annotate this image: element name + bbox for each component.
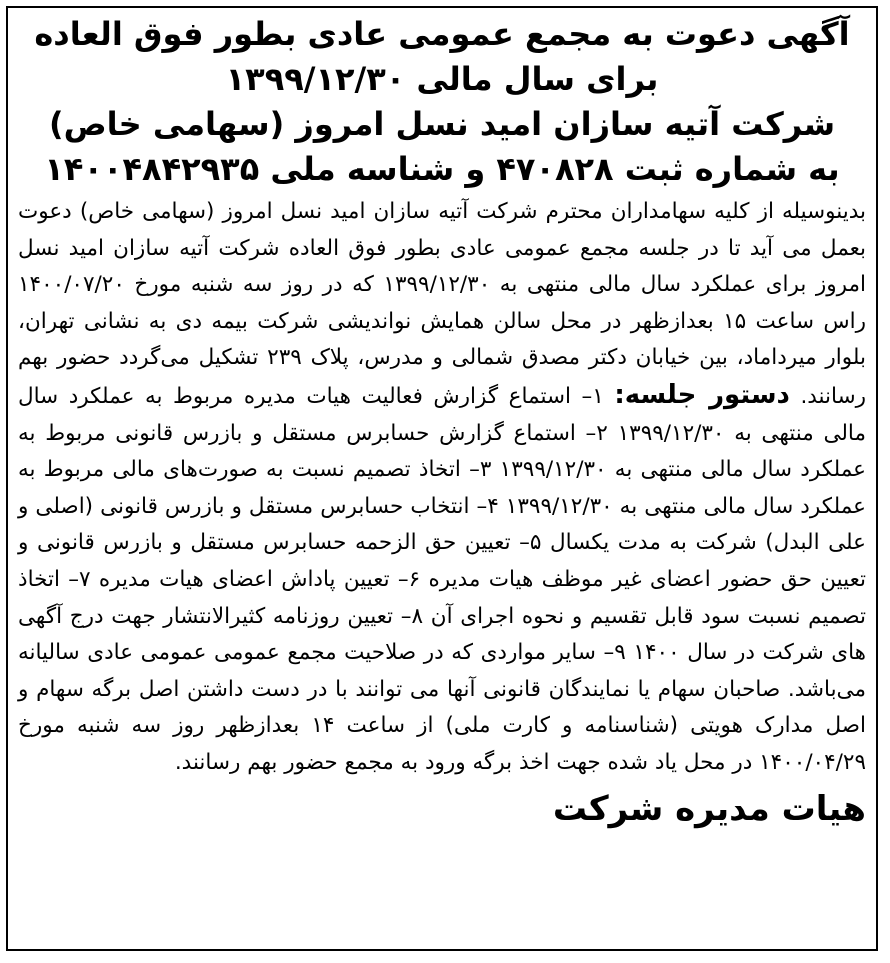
notice-body	[18, 194, 866, 782]
agenda-text: ۱– استماع گزارش فعالیت هیات مدیره مربوط به عملکرد سال مالی منتهی به ۱۳۹۹/۱۲/۳۰ ۲– استماع گزارش حسابرس مستقل و بازرس قانونی مربوط به عملکرد سال مالی منتهی به ۱۳۹۹/۱۲/۳۰ ۳– اتخاذ تصمیم نسبت به صورت‌های مالی مربوط به عملکرد سال مالی منتهی به ۱۳۹۹/۱۲/۳۰ ۴– انتخاب حسابرس مستقل و بازرس قانونی (اصلی و علی البدل) شرکت به مدت یکسال ۵– تعیین حق الزحمه حسابرس مستقل و بازرس قانونی و تعیین حق حضور اعضای غیر موظف هیات مدیره ۶– تعیین پاداش اعضای هیات مدیره ۷– اتخاذ تصمیم نسبت سود قابل تقسیم و نحوه اجرای آن ۸– تعیین روزنامه کثیرالانتشار جهت درج آگهی های شرکت در سال ۱۴۰۰ ۹– سایر مواردی که در صلاحیت مجمع عمومی عمومی عادی سالیانه می‌باشد. صاحبان سهام یا نمایندگان قانونی آنها می توانند با در دست داشتن اصل برگه سهام و اصل مدارک هویتی (شناسنامه و کارت ملی) از ساعت ۱۴ بعدازظهر روز سه شنبه مورخ ۱۴۰۰/۰۴/۲۹ در محل یاد شده جهت اخذ برگه ورود به مجمع حضور بهم رسانند.	[18, 383, 867, 775]
notice-frame	[6, 6, 878, 951]
intro-paragraph: بدینوسیله از کلیه سهامداران محترم شرکت آتیه سازان امید نسل امروز (سهامی خاص) دعوت بعمل می آید تا در جلسه مجمع عمومی عادی بطور فوق العاده شرکت آتیه سازان امید نسل امروز برای عملکرد سال مالی منتهی به ۱۳۹۹/۱۲/۳۰ که در روز سه شنبه مورخ ۱۴۰۰/۰۷/۲۰ راس ساعت ۱۵ بعدازظهر در محل سالن همایش نواندیشی شرکت بیمه دی به نشانی تهران، بلوار میرداماد، بین خیابان دکتر مصدق شمالی و مدرس، پلاک ۲۳۹ تشکیل می‌گردد حضور بهم رسانند.	[18, 199, 866, 409]
company-name: شرکت آتیه سازان امید نسل امروز (سهامی خاص)	[48, 105, 836, 143]
registration-line: به شماره ثبت ۴۷۰۸۲۸ و شناسه ملی ۱۴۰۰۴۸۴۲۹۳۵	[44, 150, 840, 188]
agenda-heading: دستور جلسه:	[614, 379, 790, 410]
signature: هیات مدیره شرکت	[552, 788, 866, 829]
notice-title: آگهی دعوت به مجمع عمومی عادی بطور فوق العاده	[34, 15, 850, 53]
notice-header	[18, 12, 866, 192]
fiscal-year-line: برای سال مالی ۱۳۹۹/۱۲/۳۰	[225, 60, 659, 98]
